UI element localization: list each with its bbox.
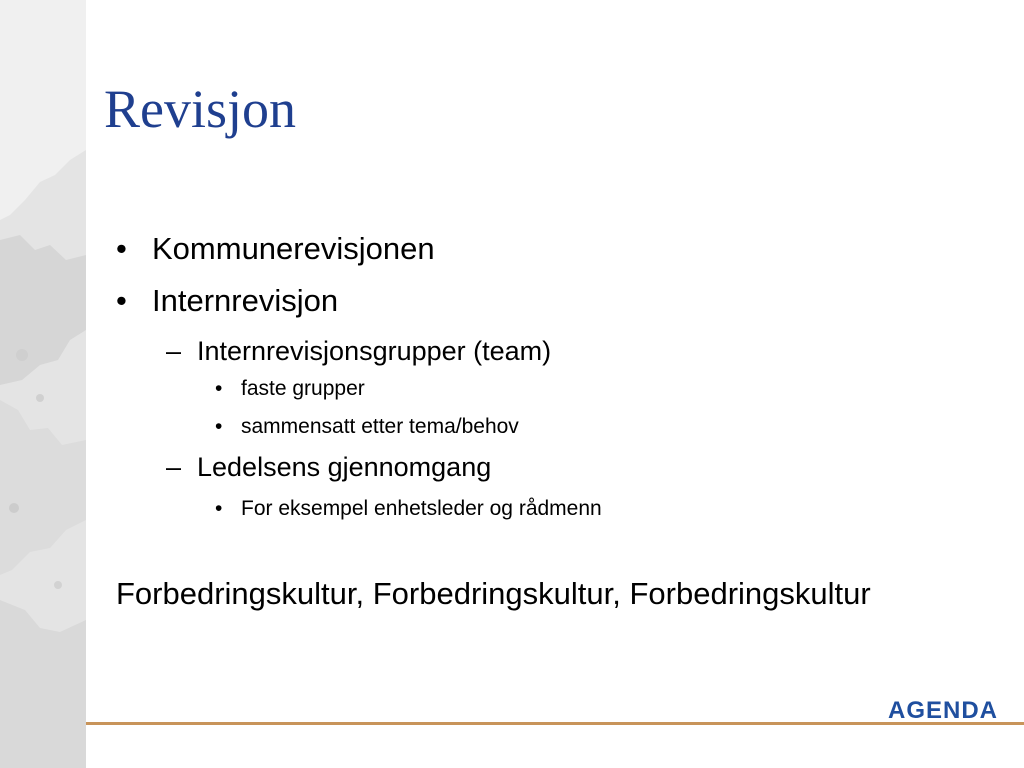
- dash-marker: –: [166, 336, 182, 366]
- closing-statement: Forbedringskultur, Forbedringskultur, Forbedringskultur: [116, 576, 871, 611]
- footer-divider: [86, 722, 1024, 725]
- bullet-text: For eksempel enhetsleder og rådmenn: [241, 497, 602, 520]
- bullet-marker: •: [215, 497, 223, 520]
- bullet-text: Internrevisjonsgrupper (team): [197, 336, 552, 366]
- slide-title: Revisjon: [104, 79, 297, 139]
- bullet-marker: •: [116, 283, 127, 318]
- bullet-text: sammensatt etter tema/behov: [241, 415, 519, 438]
- dash-marker: –: [166, 452, 182, 482]
- bullet-text: Ledelsens gjennomgang: [197, 452, 492, 482]
- bullet-marker: •: [215, 415, 223, 438]
- bullet-text: faste grupper: [241, 377, 365, 400]
- agenda-logo: AGENDA: [887, 697, 998, 724]
- bullet-text: Kommunerevisjonen: [152, 231, 435, 266]
- bullet-text: Internrevisjon: [152, 283, 339, 318]
- bullet-marker: •: [116, 231, 127, 266]
- bullet-marker: •: [215, 377, 223, 400]
